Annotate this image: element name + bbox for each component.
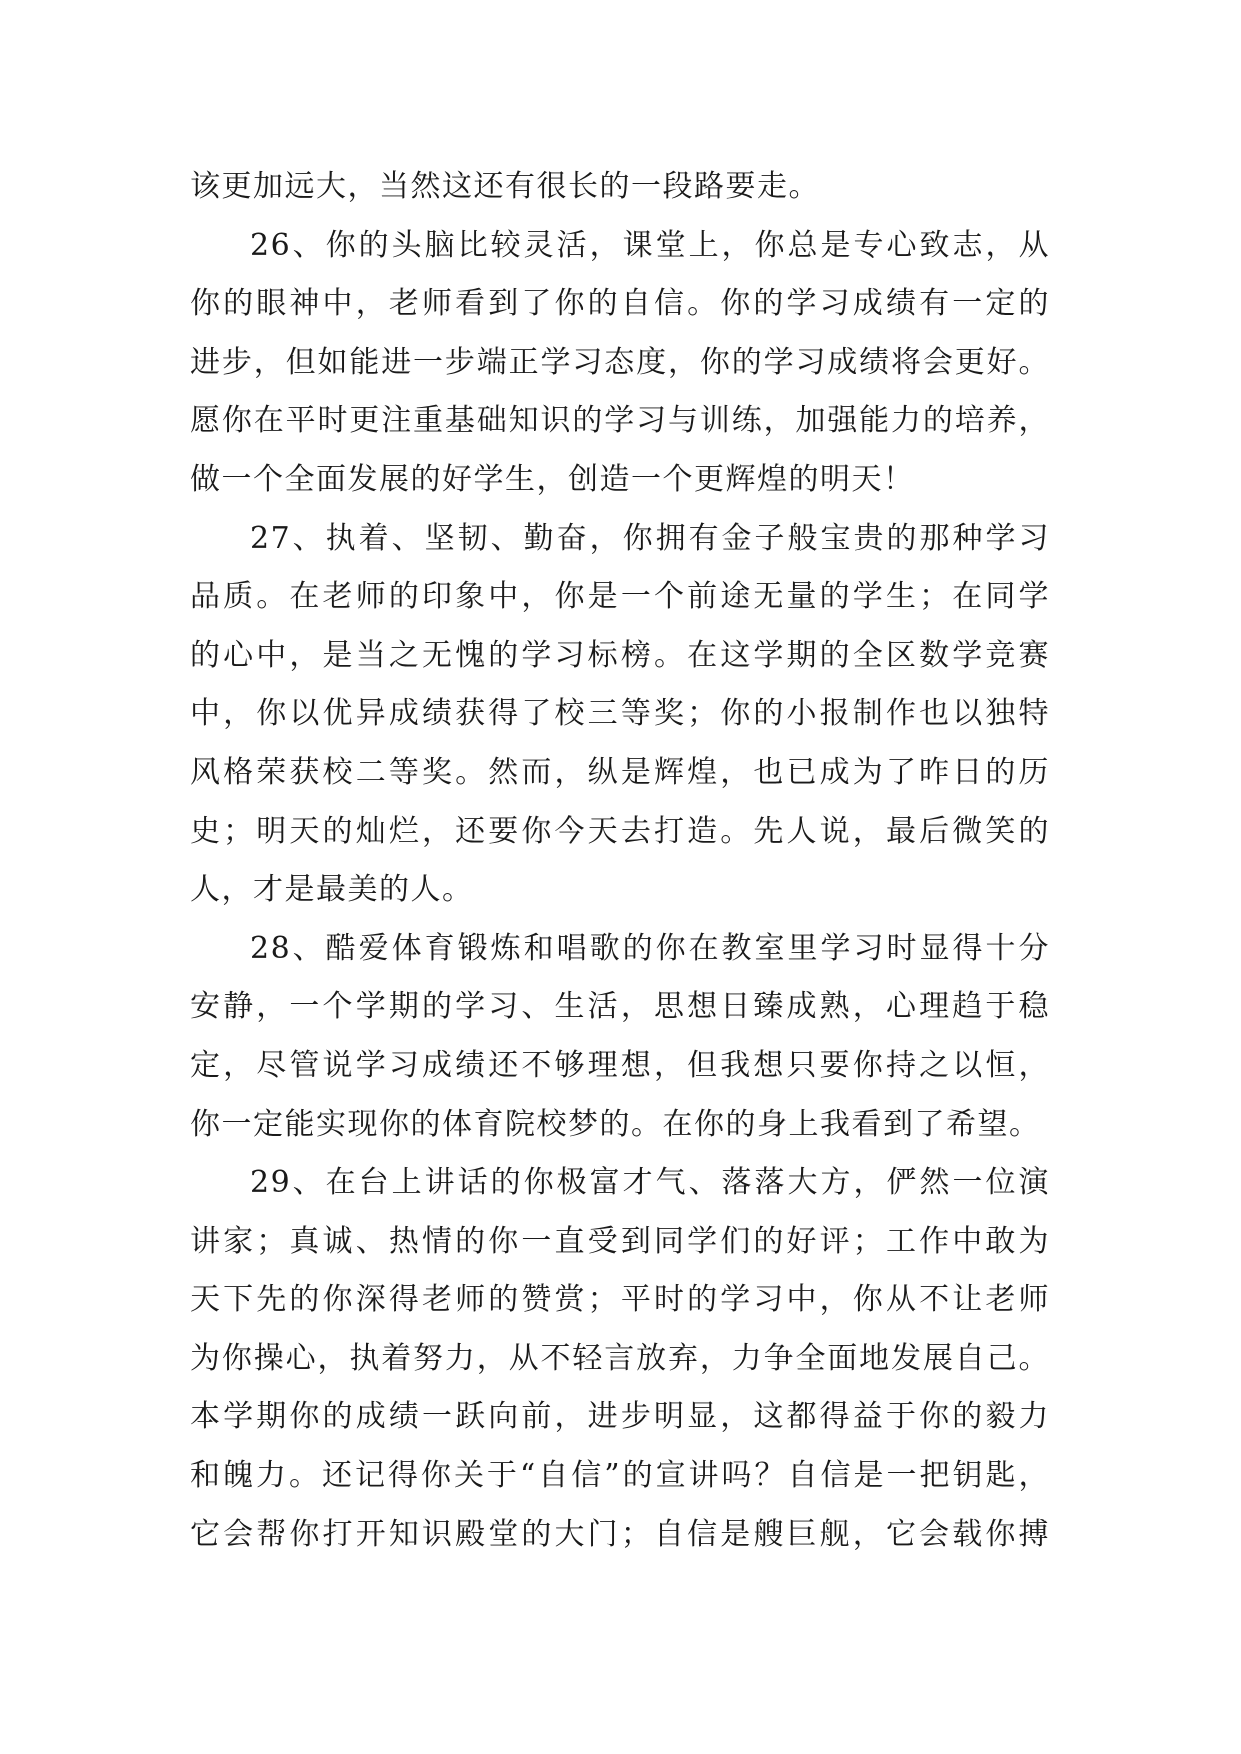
text-line: 你的眼神中，老师看到了你的自信。你的学习成绩有一定的 bbox=[190, 286, 1050, 322]
text-line: 本学期你的成绩一跃向前，进步明显，这都得益于你的毅力 bbox=[190, 1399, 1050, 1435]
text-line: 27、执着、坚韧、勤奋，你拥有金子般宝贵的那种学习 bbox=[250, 520, 1050, 556]
text-line: 为你操心，执着努力，从不轻言放弃，力争全面地发展自己。 bbox=[190, 1340, 1050, 1376]
text-line: 安静，一个学期的学习、生活，思想日臻成熟，心理趋于稳 bbox=[190, 989, 1050, 1025]
text-line: 的心中，是当之无愧的学习标榜。在这学期的全区数学竞赛 bbox=[190, 637, 1050, 673]
text-line: 和魄力。还记得你关于“自信”的宣讲吗？自信是一把钥匙， bbox=[190, 1458, 1050, 1494]
text-line: 人，才是最美的人。 bbox=[190, 872, 474, 908]
text-line: 26、你的头脑比较灵活，课堂上，你总是专心致志，从 bbox=[250, 227, 1050, 263]
text-line: 愿你在平时更注重基础知识的学习与训练，加强能力的培养， bbox=[190, 403, 1050, 439]
text-line: 它会帮你打开知识殿堂的大门；自信是艘巨舰，它会载你搏 bbox=[190, 1516, 1050, 1552]
document-body bbox=[190, 158, 1050, 1564]
text-line: 进步，但如能进一步端正学习态度，你的学习成绩将会更好。 bbox=[190, 344, 1050, 380]
text-line: 你一定能实现你的体育院校梦的。在你的身上我看到了希望。 bbox=[190, 1106, 1041, 1142]
text-line: 史；明天的灿烂，还要你今天去打造。先人说，最后微笑的 bbox=[190, 813, 1050, 849]
text-line: 做一个全面发展的好学生，创造一个更辉煌的明天！ bbox=[190, 461, 915, 497]
text-line: 该更加远大，当然这还有很长的一段路要走。 bbox=[190, 169, 820, 204]
text-line: 讲家；真诚、热情的你一直受到同学们的好评；工作中敢为 bbox=[190, 1223, 1050, 1259]
text-line: 28、酷爱体育锻炼和唱歌的你在教室里学习时显得十分 bbox=[250, 930, 1050, 966]
text-line: 天下先的你深得老师的赞赏；平时的学习中，你从不让老师 bbox=[190, 1282, 1050, 1318]
text-line: 品质。在老师的印象中，你是一个前途无量的学生；在同学 bbox=[190, 579, 1050, 615]
text-line: 中，你以优异成绩获得了校三等奖；你的小报制作也以独特 bbox=[190, 696, 1050, 732]
text-line: 定，尽管说学习成绩还不够理想，但我想只要你持之以恒， bbox=[190, 1047, 1050, 1083]
text-line: 风格荣获校二等奖。然而，纵是辉煌，也已成为了昨日的历 bbox=[190, 754, 1050, 790]
text-line: 29、在台上讲话的你极富才气、落落大方，俨然一位演 bbox=[250, 1165, 1050, 1201]
